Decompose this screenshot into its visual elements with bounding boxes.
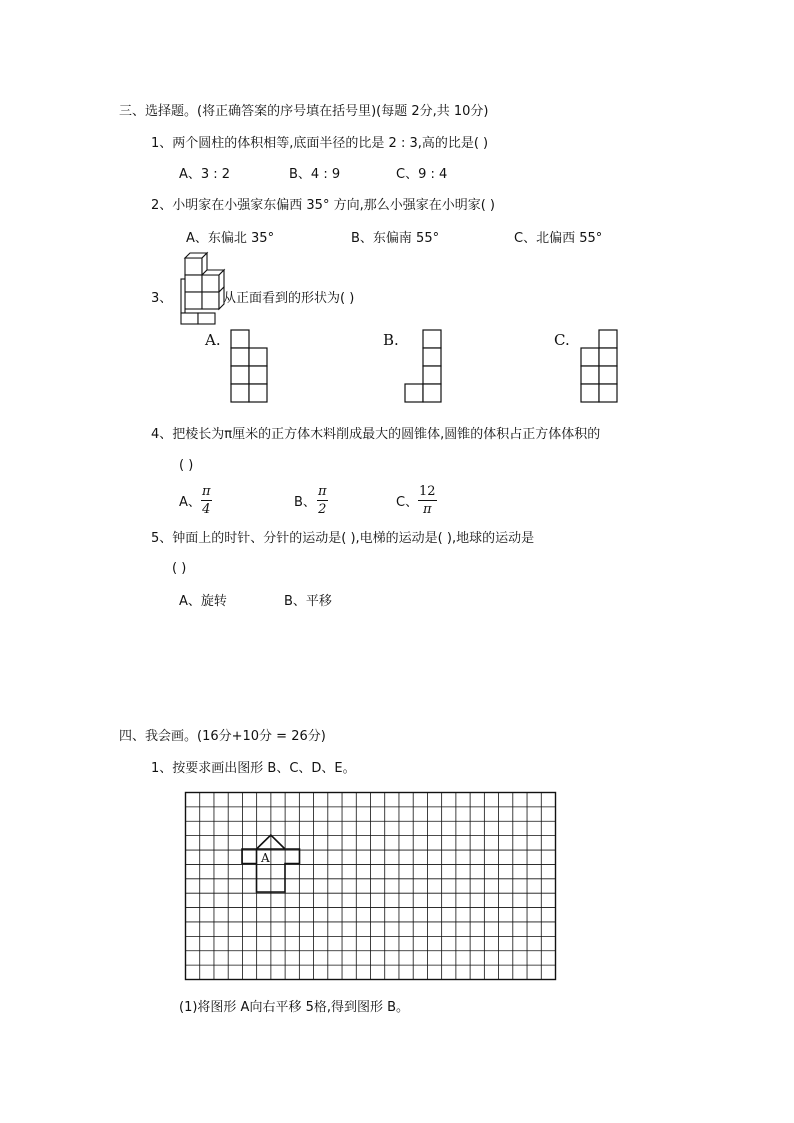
q3-number: 3、	[151, 291, 173, 306]
section4-heading: 四、我会画。(16分+10分 = 26分)	[119, 729, 326, 744]
q4-option-a-label: A、	[179, 495, 201, 510]
q4-option-b-label: B、	[294, 495, 316, 510]
q3-option-a-label: A.	[205, 331, 221, 349]
q3-option-b-figure	[404, 329, 442, 403]
q4-blank: ( )	[179, 458, 194, 473]
q3-text: 从正面看到的形状为( )	[223, 291, 355, 306]
q2-option-b: B、东偏南 55°	[351, 231, 440, 246]
q4-option-b-numerator: π	[318, 484, 327, 499]
q4-option-a-numerator: π	[202, 484, 211, 499]
q4-option-a-denominator: 4	[202, 502, 211, 517]
s4-q1-sub1: (1)将图形 A向右平移 5格,得到图形 B。	[179, 1000, 410, 1015]
q4-text: 4、把棱长为π厘米的正方体木料削成最大的圆锥体,圆锥的体积占正方体体积的	[151, 427, 601, 442]
q4-option-c-fraction	[418, 485, 437, 516]
q3-option-a-figure	[230, 329, 268, 403]
q1-option-a: A、3 : 2	[179, 167, 231, 182]
q3-option-c-label: C.	[554, 331, 570, 349]
q1-option-c: C、9 : 4	[396, 167, 448, 182]
q2-option-c: C、北偏西 55°	[514, 231, 603, 246]
shape-a-label: A	[261, 851, 270, 865]
q5-option-b: B、平移	[284, 594, 332, 609]
cube-stack-figure	[180, 252, 226, 328]
q4-option-b-denominator: 2	[318, 502, 327, 517]
q4-option-c-denominator: π	[423, 502, 432, 517]
q3-option-c-figure	[580, 329, 618, 403]
s4-q1-text: 1、按要求画出图形 B、C、D、E。	[151, 761, 356, 776]
q4-option-b-fraction	[317, 485, 328, 516]
q1-text: 1、两个圆柱的体积相等,底面半径的比是 2 : 3,高的比是( )	[151, 136, 489, 151]
q5-blank: ( )	[172, 561, 187, 576]
q4-option-c-numerator: 12	[419, 484, 436, 499]
q2-option-a: A、东偏北 35°	[186, 231, 275, 246]
q1-option-b: B、4 : 9	[289, 167, 341, 182]
section3-heading: 三、选择题。(将正确答案的序号填在括号里)(每题 2分,共 10分)	[119, 104, 489, 119]
q5-option-a: A、旋转	[179, 594, 227, 609]
q5-text: 5、钟面上的时针、分针的运动是( ),电梯的运动是( ),地球的运动是	[151, 531, 535, 546]
drawing-grid	[185, 792, 556, 980]
q4-option-c-label: C、	[396, 495, 419, 510]
q3-option-b-label: B.	[383, 331, 399, 349]
q4-option-a-fraction	[201, 485, 212, 516]
q2-text: 2、小明家在小强家东偏西 35° 方向,那么小强家在小明家( )	[151, 198, 495, 213]
